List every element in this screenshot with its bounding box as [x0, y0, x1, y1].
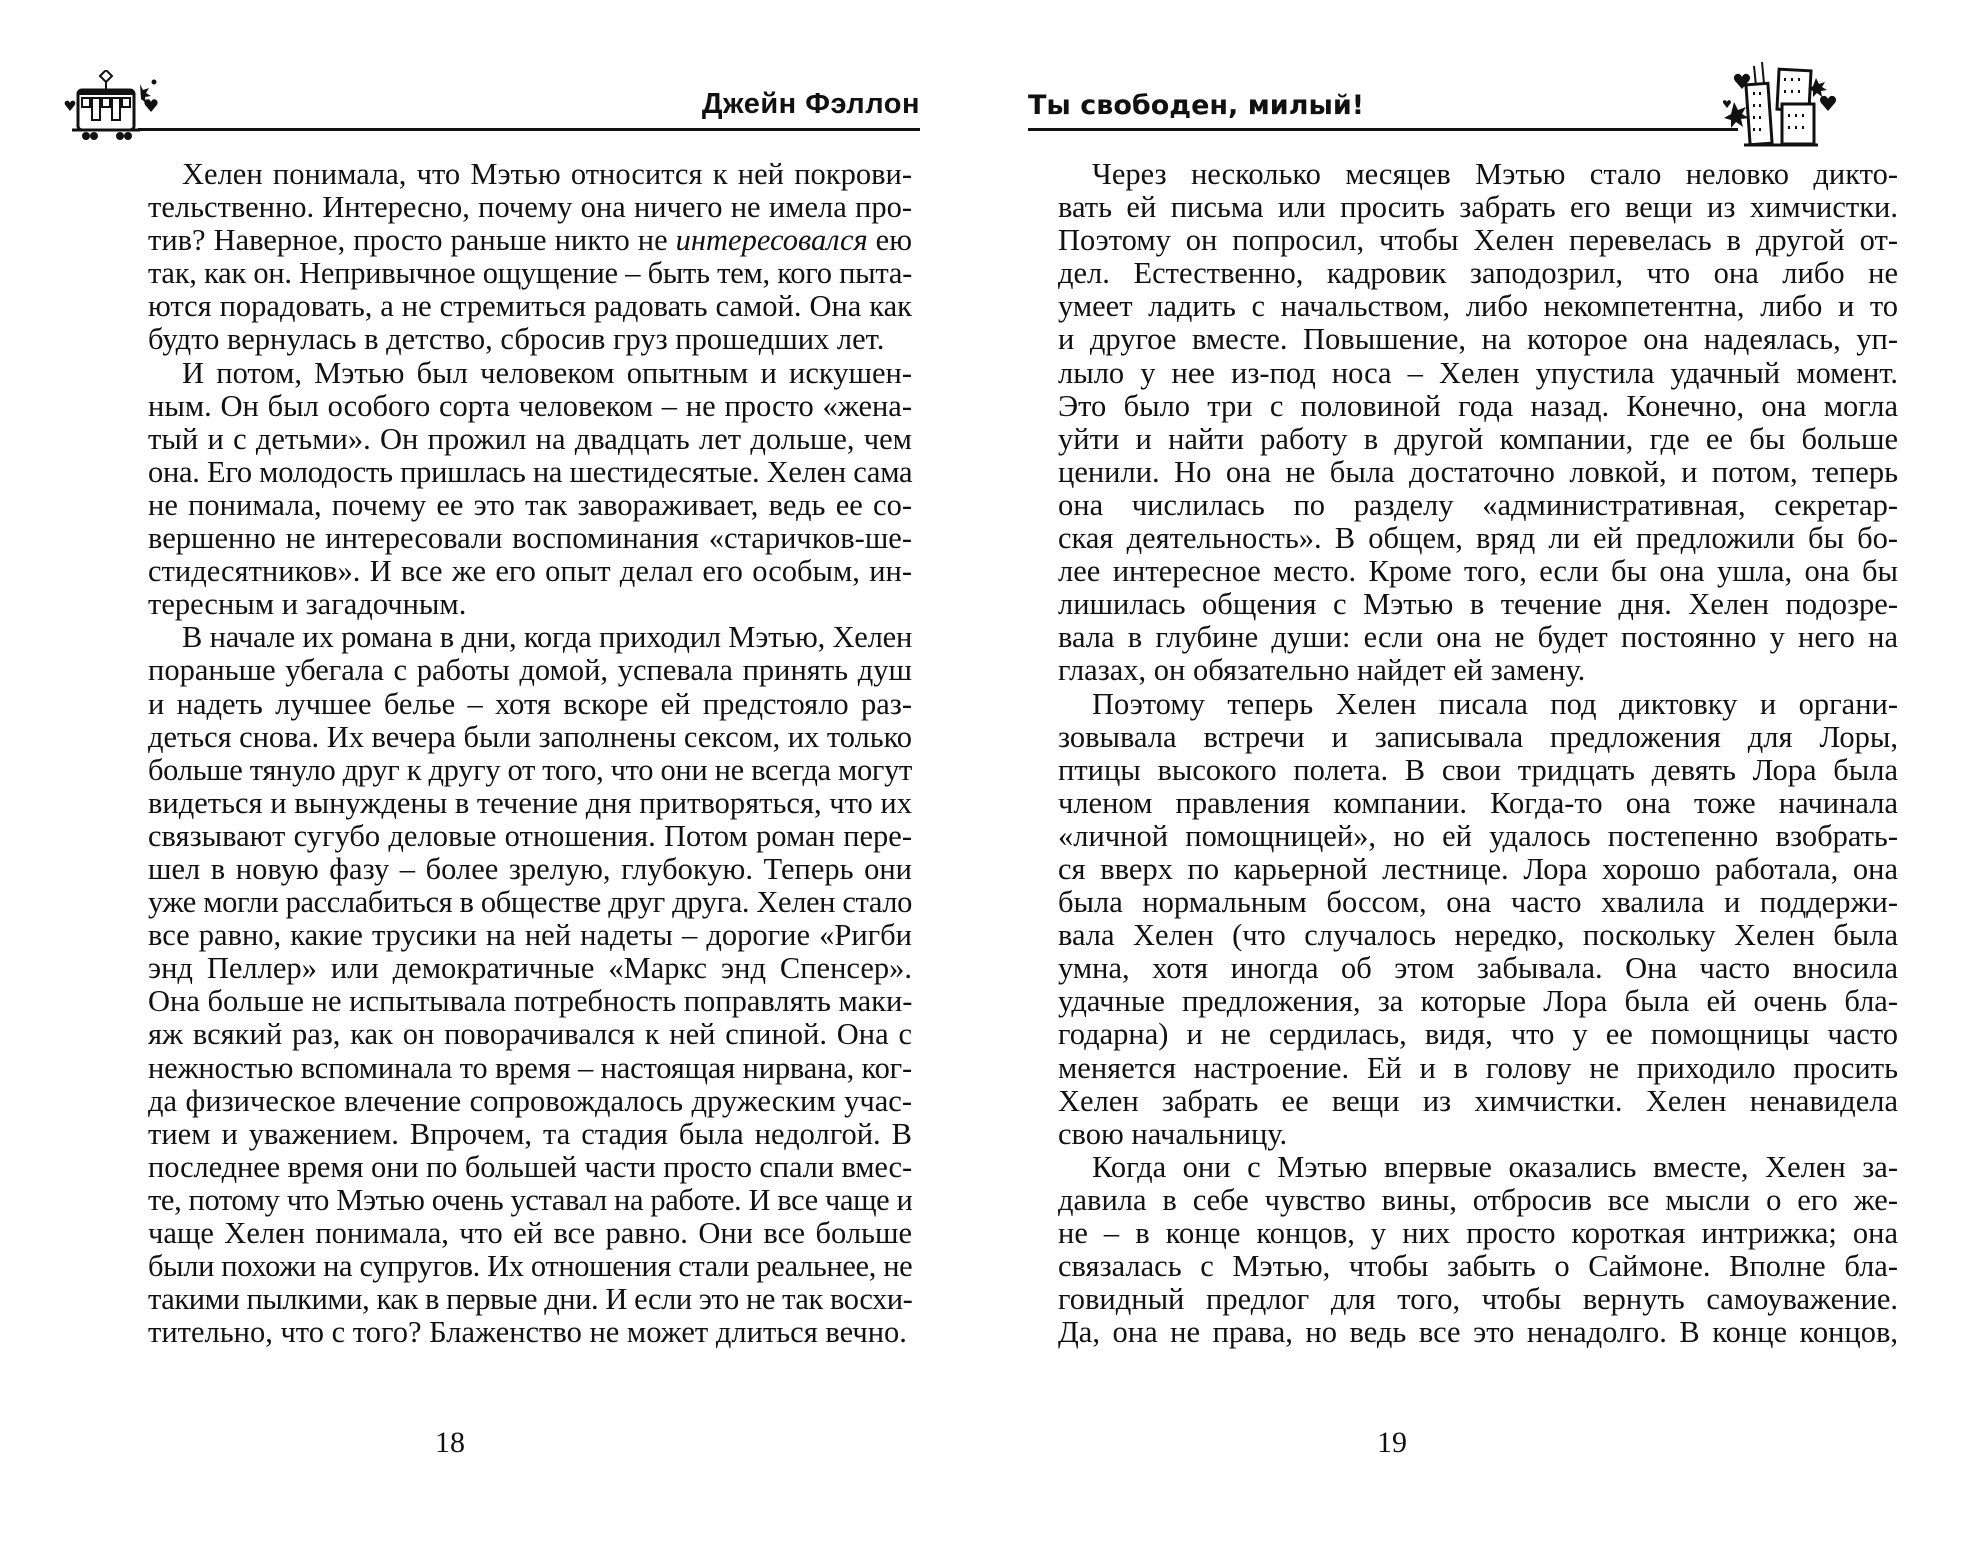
text-line: вершенно не интересовали воспоминания «старичков-ше- — [148, 521, 912, 556]
text-line: Хелен забрать ее вещи из химчистки. Хелен ненавидела — [1058, 1083, 1898, 1118]
text-line: тив? Наверное, просто раньше никто не интересовался ею — [148, 223, 912, 258]
text-line: глазах, он обязательно найдет ей замену. — [1058, 653, 1586, 688]
text-line: вала в глубине души: если она не будет постоянно у него на — [1058, 620, 1898, 655]
text-line: вать ей письма или просить забрать его вещи из химчистки. — [1058, 190, 1898, 225]
text-line: Она больше не испытывала потребность поправлять маки- — [148, 984, 913, 1019]
left-body-text — [148, 158, 912, 1349]
text-line: и надеть лучшее белье – хотя вскоре ей предстояло раз- — [148, 686, 912, 721]
header-rule — [138, 128, 920, 131]
text-line: Поэтому теперь Хелен писала под диктовку и органи- — [1092, 686, 1898, 721]
text-line: И потом, Мэтью был человеком опытным и искушен- — [182, 355, 912, 390]
text-line: последнее время они по большей части просто спали вмес- — [148, 1149, 912, 1184]
text-line: связалась с Мэтью, чтобы забыть о Саймоне. Вполне бла- — [1058, 1249, 1898, 1284]
text-line: не понимала, почему ее это так завораживает, ведь ее со- — [148, 487, 912, 522]
text-line: ценили. Но она не была достаточно ловкой, и потом, теперь — [1058, 454, 1898, 489]
text-line: В начале их романа в дни, когда приходил Мэтью, Хелен — [182, 620, 913, 655]
city-buildings-icon — [1718, 60, 1838, 150]
text-line: давила в себе чувство вины, отбросив все мысли о его же- — [1058, 1182, 1898, 1217]
text-line: чаще Хелен понимала, что ей все равно. Они все больше — [148, 1216, 912, 1250]
text-line: она числилась по разделу «административная, секретар- — [1058, 487, 1898, 522]
text-line: такими пылкими, как в первые дни. И если это не так восхи- — [148, 1282, 913, 1317]
right-body-text — [1058, 158, 1898, 1349]
text-line: удачные предложения, за которые Лора была ей очень бла- — [1058, 984, 1898, 1019]
right-running-header — [1028, 80, 1908, 150]
text-line: будто вернулась в детство, сбросив груз прошедших лет. — [148, 322, 885, 357]
text-line: уже могли расслабиться в обществе друг друга. Хелен стало — [148, 885, 912, 920]
text-line: дел. Естественно, кадровик заподозрил, что она либо не — [1058, 256, 1898, 291]
running-head-title: Ты свободен, милый! — [1028, 90, 1365, 121]
text-line: Это было три с половиной года назад. Конечно, она могла — [1058, 388, 1898, 423]
text-line: шел в новую фазу – более зрелую, глубокую. Теперь они — [148, 851, 912, 886]
text-line: тельственно. Интересно, почему она ничего не имела про- — [148, 190, 912, 225]
text-line: годарна) и не сердилась, видя, что у ее помощницы часто — [1058, 1017, 1898, 1052]
text-line: лишилась общения с Мэтью в течение дня. Хелен подозре- — [1058, 587, 1898, 622]
text-line: яж всякий раз, как он поворачивался к ней спиной. Она с — [148, 1017, 912, 1052]
text-line: те, потому что Мэтью очень уставал на работе. И все чаще и — [148, 1182, 913, 1217]
page-number: 19 — [1377, 1426, 1407, 1459]
text-line: лыло у нее из-под носа – Хелен упустила удачный момент. — [1058, 355, 1898, 390]
text-line: Через несколько месяцев Мэтью стало неловко дикто- — [1092, 157, 1898, 191]
text-line: ются порадовать, а не стремиться радовать самой. Она как — [148, 289, 912, 324]
text-line: не – в конце концов, у них просто короткая интрижка; она — [1058, 1216, 1898, 1250]
text-line: свою начальницу. — [1058, 1116, 1288, 1151]
header-rule — [1028, 128, 1738, 131]
emphasis: интересовался — [675, 223, 868, 258]
text-line: стидесятников». И все же его опыт делал его особым, ин- — [148, 554, 912, 589]
text-line: лее интересное место. Кроме того, если бы она ушла, она бы — [1058, 554, 1898, 589]
text-line: энд Пеллер» или демократичные «Маркс энд Спенсер». — [148, 951, 912, 986]
text-line: Поэтому он попросил, чтобы Хелен перевелась в другой от- — [1058, 223, 1898, 258]
left-running-header — [60, 80, 920, 150]
running-head-author: Джейн Фэллон — [701, 88, 920, 120]
tram-icon — [60, 70, 160, 150]
text-line: умеет ладить с начальством, либо некомпетентна, либо и то — [1058, 289, 1898, 324]
text-line: ся вверх по карьерной лестнице. Лора хорошо работала, она — [1058, 851, 1898, 886]
text-line: ская деятельность». В общем, вряд ли ей предложили бы бо- — [1058, 521, 1898, 556]
text-line: птицы высокого полета. В свои тридцать девять Лора была — [1058, 752, 1898, 787]
text-line: тый и с детьми». Он прожил на двадцать лет дольше, чем — [148, 421, 912, 456]
right-page — [988, 0, 1976, 1556]
text-line: была нормальным боссом, она часто хвалила и поддержи- — [1058, 885, 1898, 920]
text-line: Да, она не права, но ведь все это ненадолго. В конце концов, — [1058, 1315, 1898, 1350]
text-line: она. Его молодость пришлась на шестидесятые. Хелен сама — [148, 454, 913, 489]
text-line: нежностью вспоминала то время – настоящая нирвана, ког- — [148, 1050, 912, 1085]
text-line: говидный предлог для того, чтобы вернуть самоуважение. — [1058, 1282, 1898, 1317]
text-line: вала Хелен (что случалось нередко, поскольку Хелен была — [1058, 918, 1898, 953]
text-line: умна, хотя иногда об этом забывала. Она часто вносила — [1058, 951, 1898, 986]
text-line: больше тянуло друг к другу от того, что они не всегда могут — [148, 752, 912, 787]
text-line: Когда они с Мэтью впервые оказались вместе, Хелен за- — [1092, 1149, 1898, 1184]
text-line: пораньше убегала с работы домой, успевала принять душ — [148, 653, 912, 688]
text-line: меняется настроение. Ей и в голову не приходило просить — [1058, 1050, 1898, 1085]
page-number: 18 — [435, 1426, 465, 1459]
text-line: Хелен понимала, что Мэтью относится к ней покрови- — [182, 157, 912, 191]
text-line: связывают сугубо деловые отношения. Потом роман пере- — [148, 818, 912, 853]
text-line: зовывала встречи и записывала предложения для Лоры, — [1058, 719, 1898, 754]
text-line: так, как он. Непривычное ощущение – быть тем, кого пыта- — [148, 256, 912, 291]
text-line: тительно, что с того? Блаженство не может длиться вечно. — [148, 1315, 907, 1350]
text-line: тием и уважением. Впрочем, та стадия была недолгой. В — [148, 1116, 912, 1151]
text-line: «личной помощницей», но ей удалось постепенно взобрать- — [1058, 818, 1898, 853]
text-line: ным. Он был особого сорта человеком – не просто «жена- — [148, 388, 912, 423]
text-line: все равно, какие трусики на ней надеты – дорогие «Ригби — [148, 918, 912, 953]
text-line: да физическое влечение сопровождалось дружеским учас- — [148, 1083, 912, 1118]
text-line: и другое вместе. Повышение, на которое она надеялась, уп- — [1058, 322, 1898, 357]
text-line: членом правления компании. Когда-то она тоже начинала — [1058, 785, 1898, 820]
text-line: были похожи на супругов. Их отношения стали реальнее, не — [148, 1249, 913, 1284]
text-line: деться снова. Их вечера были заполнены сексом, их только — [148, 719, 912, 754]
text-line: уйти и найти работу в другой компании, где ее бы больше — [1058, 421, 1898, 456]
text-line: видеться и вынуждены в течение дня притворяться, что их — [148, 785, 912, 820]
text-line: тересным и загадочным. — [148, 587, 467, 622]
